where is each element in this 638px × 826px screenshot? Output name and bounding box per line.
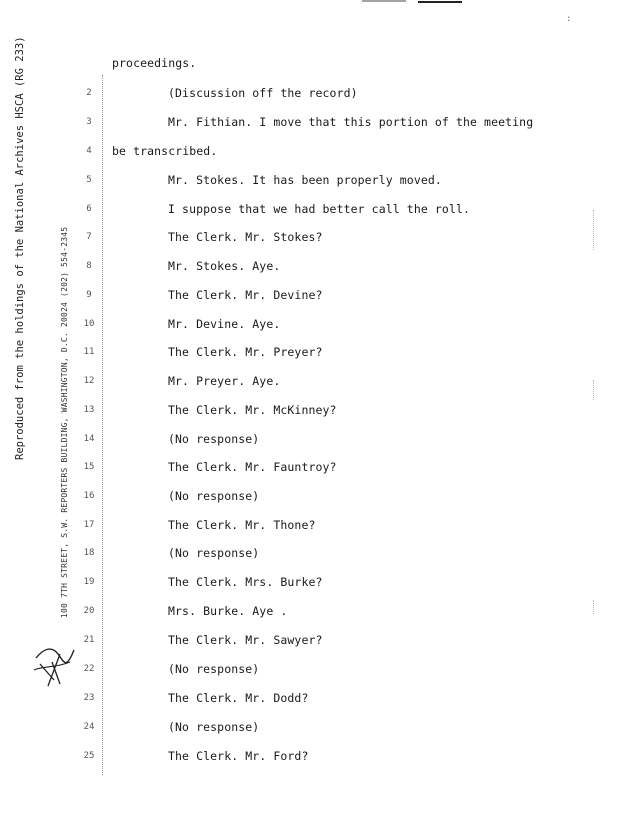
line-number: 16 (83, 491, 95, 501)
transcript-line-1: proceedings. (112, 56, 197, 70)
edge-mark (593, 600, 594, 614)
transcript-line: (No response) (168, 720, 260, 734)
line-number: 3 (86, 117, 92, 127)
line-number: 2 (86, 88, 92, 98)
transcript-line: Mrs. Burke. Aye . (168, 604, 288, 618)
reporter-address: 100 7TH STREET, S.W. REPORTERS BUILDING, WASHINGTON, D.C. 20024 (202) 554-2345 (60, 226, 69, 618)
transcript-line: Mr. Preyer. Aye. (168, 374, 281, 388)
line-number: 20 (83, 606, 95, 616)
transcript-line: The Clerk. Mr. Fauntroy? (168, 460, 337, 474)
line-number: 14 (83, 434, 95, 444)
transcript-line: The Clerk. Mr. Sawyer? (168, 633, 323, 647)
line-number: 12 (83, 376, 95, 386)
transcript-line: (No response) (168, 662, 260, 676)
line-number: 8 (86, 261, 92, 271)
transcript-line: The Clerk. Mr. Devine? (168, 288, 323, 302)
line-number: 24 (83, 722, 95, 732)
transcript-line: The Clerk. Mr. Stokes? (168, 230, 323, 244)
line-number: 17 (83, 520, 95, 530)
line-number: 21 (83, 635, 95, 645)
line-number: 22 (83, 664, 95, 674)
line-number: 11 (83, 347, 95, 357)
line-number: 9 (86, 290, 92, 300)
transcript-line: Mr. Fithian. I move that this portion of the meeting (168, 115, 534, 129)
transcript-line: The Clerk. Mr. Preyer? (168, 345, 323, 359)
transcript-line: Mr. Devine. Aye. (168, 317, 281, 331)
line-number: 15 (83, 462, 95, 472)
transcript-line: Mr. Stokes. Aye. (168, 259, 281, 273)
transcript-line: The Clerk. Mr. Dodd? (168, 691, 309, 705)
line-number: 5 (86, 175, 92, 185)
edge-mark (593, 380, 594, 400)
transcript-line: The Clerk. Mr. Ford? (168, 749, 309, 763)
transcript-line: (No response) (168, 546, 260, 560)
edge-mark (593, 210, 594, 250)
transcript-line: The Clerk. Mr. Thone? (168, 518, 316, 532)
transcript-line: (No response) (168, 489, 260, 503)
line-number: 7 (86, 232, 92, 242)
handwritten-initials (30, 640, 80, 688)
transcript-line: The Clerk. Mrs. Burke? (168, 575, 323, 589)
transcript-line: Mr. Stokes. It has been properly moved. (168, 173, 442, 187)
transcript-line: (No response) (168, 432, 260, 446)
line-number: 10 (83, 319, 95, 329)
line-number: 4 (86, 146, 92, 156)
margin-rule (102, 75, 103, 775)
archive-stamp: Reproduced from the holdings of the National Archives HSCA (RG 233) (14, 36, 26, 460)
line-number: 13 (83, 405, 95, 415)
transcript-line: be transcribed. (112, 144, 218, 158)
line-number: 25 (83, 751, 95, 761)
corner-mark: : (566, 14, 572, 24)
top-edge-mark (362, 0, 462, 4)
line-number: 19 (83, 577, 95, 587)
line-number: 23 (83, 693, 95, 703)
transcript-line: (Discussion off the record) (168, 86, 358, 100)
line-number: 6 (86, 204, 92, 214)
transcript-line: The Clerk. Mr. McKinney? (168, 403, 337, 417)
transcript-line: I suppose that we had better call the roll. (168, 202, 471, 216)
line-number: 18 (83, 548, 95, 558)
